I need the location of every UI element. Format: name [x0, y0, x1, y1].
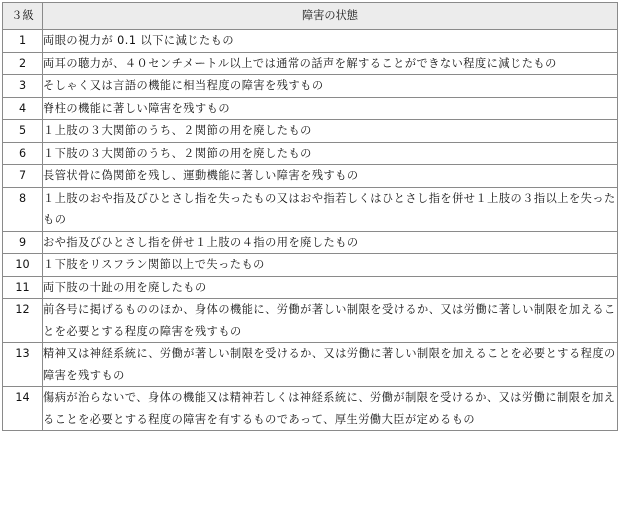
item-number: 1	[3, 30, 43, 53]
item-number: 10	[3, 254, 43, 277]
item-number: 9	[3, 231, 43, 254]
condition-description: １上肢の３大関節のうち、２関節の用を廃したもの	[43, 120, 618, 143]
condition-description: 長管状骨に偽関節を残し、運動機能に著しい障害を残すもの	[43, 165, 618, 188]
condition-description: おや指及びひとさし指を併せ１上肢の４指の用を廃したもの	[43, 231, 618, 254]
item-number: 2	[3, 52, 43, 75]
table-body	[3, 30, 618, 431]
table-row	[3, 254, 618, 277]
table-row	[3, 30, 618, 53]
condition-description: 両耳の聴力が、４０センチメートル以上では通常の話声を解することができない程度に減じたもの	[43, 52, 618, 75]
condition-description: 精神又は神経系統に、労働が著しい制限を受けるか、又は労働に著しい制限を加えることを必要とする程度の障害を残すもの	[43, 343, 618, 387]
table-row	[3, 142, 618, 165]
item-number: 13	[3, 343, 43, 387]
condition-description: 脊柱の機能に著しい障害を残すもの	[43, 97, 618, 120]
table-row	[3, 97, 618, 120]
item-number: 11	[3, 276, 43, 299]
table-row	[3, 75, 618, 98]
table-row	[3, 387, 618, 431]
disability-grade-table-container	[2, 2, 617, 431]
condition-description: １下肢の３大関節のうち、２関節の用を廃したもの	[43, 142, 618, 165]
condition-description: 両眼の視力が 0.1 以下に減じたもの	[43, 30, 618, 53]
condition-column-header: 障害の状態	[43, 3, 618, 30]
item-number: 7	[3, 165, 43, 188]
grade-column-header: ３級	[3, 3, 43, 30]
table-row	[3, 343, 618, 387]
condition-description: 前各号に掲げるもののほか、身体の機能に、労働が著しい制限を受けるか、又は労働に著しい制限を加えることを必要とする程度の障害を残すもの	[43, 299, 618, 343]
table-row	[3, 52, 618, 75]
item-number: 4	[3, 97, 43, 120]
item-number: 3	[3, 75, 43, 98]
item-number: 12	[3, 299, 43, 343]
item-number: 14	[3, 387, 43, 431]
item-number: 5	[3, 120, 43, 143]
item-number: 6	[3, 142, 43, 165]
condition-description: 両下肢の十趾の用を廃したもの	[43, 276, 618, 299]
table-row	[3, 299, 618, 343]
condition-description: １上肢のおや指及びひとさし指を失ったもの又はおや指若しくはひとさし指を併せ１上肢の３指以上を失ったもの	[43, 187, 618, 231]
table-header-row	[3, 3, 618, 30]
table-row	[3, 120, 618, 143]
disability-grade-table	[2, 2, 618, 431]
table-row	[3, 165, 618, 188]
condition-description: １下肢をリスフラン関節以上で失ったもの	[43, 254, 618, 277]
condition-description: 傷病が治らないで、身体の機能又は精神若しくは神経系統に、労働が制限を受けるか、又は労働に制限を加えることを必要とする程度の障害を有するものであって、厚生労働大臣が定めるもの	[43, 387, 618, 431]
condition-description: そしゃく又は言語の機能に相当程度の障害を残すもの	[43, 75, 618, 98]
table-row	[3, 276, 618, 299]
table-row	[3, 187, 618, 231]
item-number: 8	[3, 187, 43, 231]
table-row	[3, 231, 618, 254]
